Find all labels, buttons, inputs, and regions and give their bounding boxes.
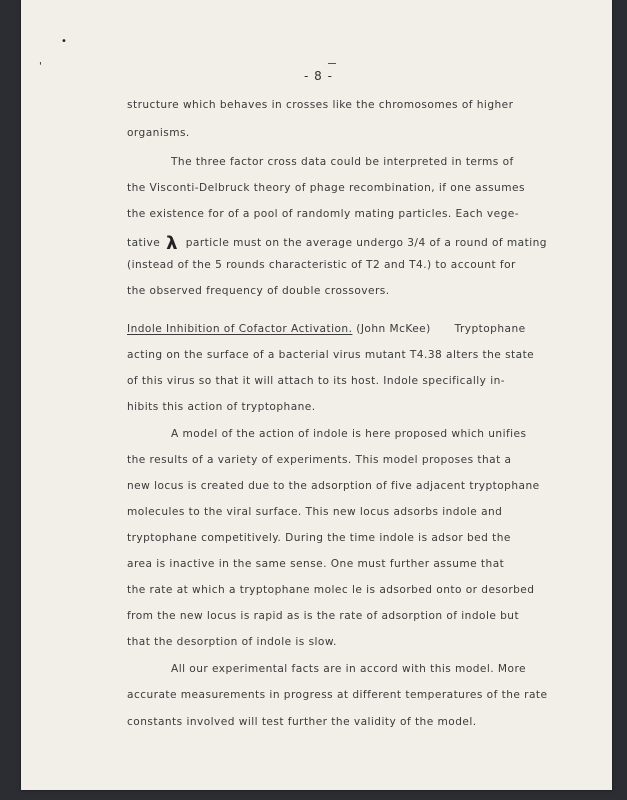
text-line: tryptophane competitively. During the time indole is adsor bed the — [127, 532, 511, 544]
text-line: (instead of the 5 rounds characteristic of T2 and T4.) to account for — [127, 259, 516, 271]
text-line: the existence for of a pool of randomly mating particles. Each vege- — [127, 208, 519, 220]
text-line: from the new locus is rapid as is the rate of adsorption of indole but — [127, 610, 520, 622]
margin-mark-dot: • — [61, 36, 67, 47]
page-number — [304, 69, 364, 83]
text-line — [127, 233, 557, 254]
document-page — [21, 0, 612, 790]
text-line: constants involved will test further the validity of the model. — [127, 716, 477, 728]
text-line: A model of the action of indole is here proposed which unifies — [171, 428, 527, 440]
text-line: acting on the surface of a bacterial virus mutant T4.38 alters the state — [127, 349, 535, 361]
text-line: the Visconti-Delbruck theory of phage recombination, if one assumes — [127, 182, 525, 194]
text-line: the results of a variety of experiments. This model proposes that a — [127, 454, 512, 466]
text-line: of this virus so that it will attach to its host. Indole specifically in- — [127, 375, 506, 387]
text-line: new locus is created due to the adsorption of five adjacent tryptophane — [127, 480, 540, 492]
page-number-text: - 8 - — [304, 69, 333, 83]
text-line: the rate at which a tryptophane molec le is adsorbed onto or desorbed — [127, 584, 535, 596]
text-line: hibits this action of tryptophane. — [127, 401, 316, 413]
text-line: organisms. — [127, 127, 190, 139]
text-line: that the desorption of indole is slow. — [127, 636, 337, 648]
section-heading: Indole Inhibition of Cofactor Activation. — [127, 323, 353, 335]
section-heading-line — [127, 323, 557, 336]
text-line: The three factor cross data could be interpreted in terms of — [171, 156, 514, 168]
text-line: All our experimental facts are in accord with this model. More — [171, 663, 526, 675]
text-line: structure which behaves in crosses like the chromosomes of higher — [127, 99, 514, 111]
text-fragment: tative — [127, 237, 161, 249]
text-fragment: particle must on the average undergo 3/4 of a round of mating — [185, 237, 547, 249]
text-fragment: Tryptophane — [454, 323, 526, 335]
lambda-symbol: λ — [166, 233, 178, 254]
text-line: area is inactive in the same sense. One must further assume that — [127, 558, 505, 570]
text-line: molecules to the viral surface. This new locus adsorbs indole and — [127, 506, 503, 518]
section-author: (John McKee) — [356, 323, 431, 335]
text-line: the observed frequency of double crossovers. — [127, 285, 390, 297]
text-line: accurate measurements in progress at different temperatures of the rate — [127, 689, 548, 701]
margin-mark-tick: ' — [39, 61, 42, 72]
page-number-overline — [328, 63, 336, 64]
